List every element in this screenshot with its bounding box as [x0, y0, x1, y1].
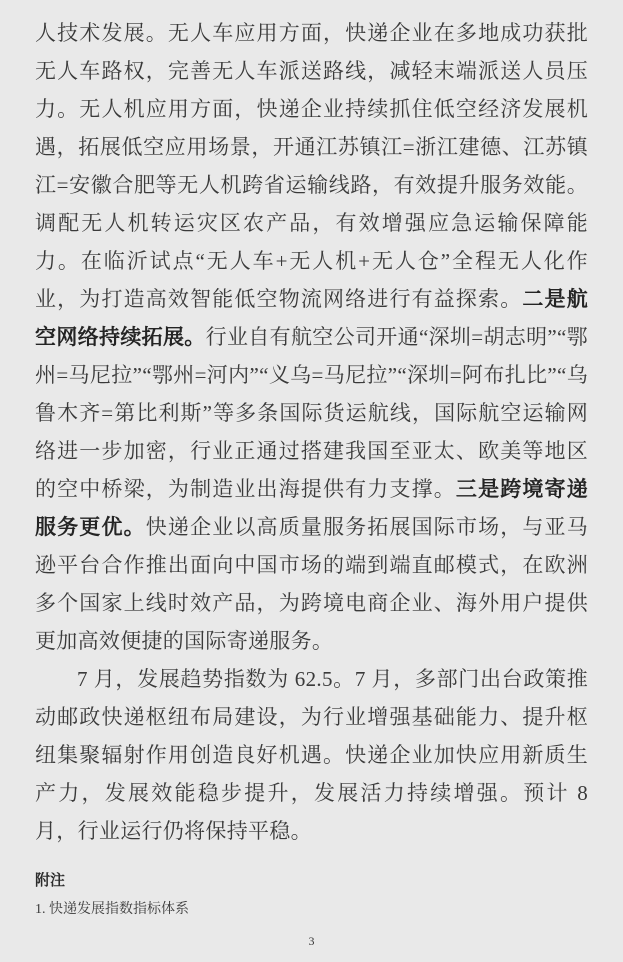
paragraph-trend-index: 7 月，发展趋势指数为 62.5。7 月，多部门出台政策推动邮政快递枢纽布局建设，为行业增强基础能力、提升枢纽集聚辐射作用创造良好机遇。快递企业加快应用新质生产力，发展效能稳步提升，发展活力持续增强。预计 8 月，行业运行仍将保持平稳。 [35, 667, 588, 843]
paragraph-unmanned-and-networks [35, 14, 588, 660]
bold-heading-aviation-network: 二是航空网络持续拓展。 [35, 287, 588, 349]
page-number: 3 [308, 934, 315, 948]
paragraph-text-unmanned-tech: 人技术发展。无人车应用方面，快递企业在多地成功获批无人车路权，完善无人车派送路线，减轻末端派送人员压力。无人机应用方面，快递企业持续抓住低空经济发展机遇，拓展低空应用场景，开通江苏镇江=浙江建德、江苏镇江=安徽合肥等无人机跨省运输线路，有效提升服务效能。调配无人机转运灾区农产品，有效增强应急运输保障能力。在临沂试点“无人车+无人机+无人仓”全程无人化作业，为打造高效智能低空物流网络进行有益探索。 [35, 21, 589, 311]
paragraph-text-international-market: 快递企业以高质量服务拓展国际市场，与亚马逊平台合作推出面向中国市场的端到端直邮模式，在欧洲多个国家上线时效产品，为跨境电商企业、海外用户提供更加高效便捷的国际寄递服务。 [35, 515, 589, 653]
notes-heading: 附注 [35, 873, 66, 889]
bold-heading-crossborder-service: 三是跨境寄递服务更优。 [35, 477, 588, 539]
document-body [35, 14, 588, 850]
notes-item-index-system: 1. 快递发展指数指标体系 [35, 902, 189, 917]
notes-section [35, 872, 588, 918]
paragraph-text-cargo-routes: 行业自有航空公司开通“深圳=胡志明”“鄂州=马尼拉”“鄂州=河内”“义乌=马尼拉”“深圳=阿布扎比”“乌鲁木齐=第比利斯”等多条国际货运航线，国际航空运输网络进一步加密，行业正通过搭建我国至亚太、欧美等地区的空中桥梁，为制造业出海提供有力支撑。 [35, 325, 588, 501]
